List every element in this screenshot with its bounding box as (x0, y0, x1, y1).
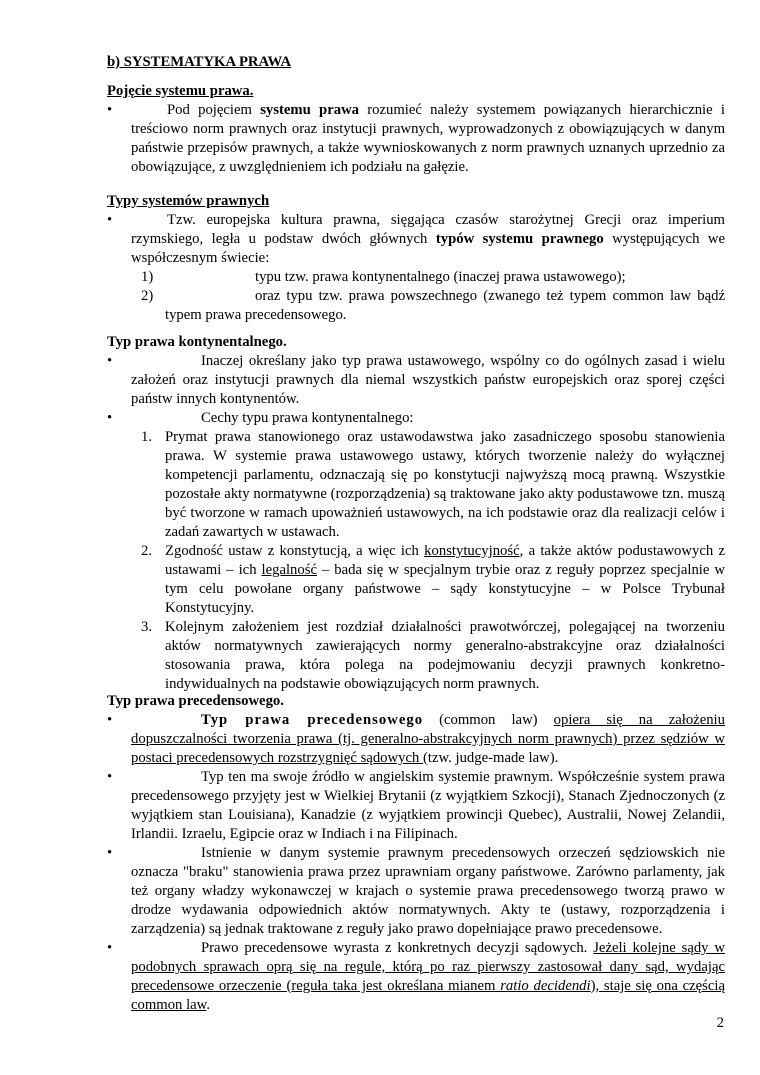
bullet-icon: • (107, 353, 113, 369)
text-run: Inaczej określany jako typ prawa ustawowego, wspólny co do ogólnych zasad i wielu założeń oraz instytucji prawnych dla niemal wszystkich państw europejskich oraz sporej części państw innych kontynentów. (131, 353, 725, 407)
list-item (107, 287, 725, 325)
text-run: , a także aktów podustawowych z ustawami – ich (165, 543, 725, 578)
list-number: 1) (141, 269, 154, 285)
bullet-icon: • (107, 940, 113, 956)
list-number: 3. (141, 619, 153, 635)
bullet-paragraph (107, 409, 725, 428)
italic-term: ratio decidendi (500, 978, 591, 994)
bold-term: Typ prawa precedensowego (201, 712, 424, 728)
numbered-item (107, 542, 725, 618)
underlined-text: Jeżeli kolejne sądy w podobnych sprawach oprą się na regule, którą po raz pierwszy zastosował dany sąd, wydając precedensowe orzeczenie (reguła taka jest określana mianem (131, 940, 725, 994)
bullet-icon: • (107, 102, 113, 118)
section-heading: Typ prawa kontynentalnego. (107, 334, 287, 350)
bullet-paragraph (107, 711, 725, 768)
list-text: Kolejnym założeniem jest rozdział działalności prawotwórczej, polegającej na tworzeniu aktów normatywnych zawierających normy generalno-abstrakcyjne oraz działalności stosowania prawa, która polega na podejmowaniu decyzji prawnych konkretno-indywidualnych na podstawie obowiązujących norm prawnych. (165, 619, 725, 692)
bullet-paragraph (107, 768, 725, 844)
bold-term: typów systemu prawnego (435, 231, 604, 247)
text-run: Prawo precedensowe wyrasta z konkretnych decyzji sądowych. (201, 940, 594, 956)
bullet-icon: • (107, 410, 113, 426)
text-run: Typ ten ma swoje źródło w angielskim systemie prawnym. Współcześnie system prawa precedensowego przyjęty jest w Wielkiej Brytanii (z wyjątkiem Szkocji), Stanach Zjednoczonych (z wyjątkiem stan Louisiana), Kanadzie (z wyjątkiem prowincji Quebec), Australii, Nowej Zelandii, Irlandii. Izraelu, Egipcie oraz w Indiach i na Filipinach. (131, 769, 725, 842)
underlined-term: legalność (261, 562, 317, 578)
text-run: (common law) (423, 712, 554, 728)
bold-term: systemu prawa (260, 102, 360, 118)
underlined-text: ), staje się ona częścią common law (131, 978, 725, 1013)
list-item (107, 268, 725, 287)
bullet-paragraph (107, 939, 725, 1015)
text-run: Tzw. europejska kultura prawna, sięgająca czasów starożytnej Grecji oraz imperium rzymskiego, legła u podstaw dwóch głównych (131, 212, 725, 247)
text-run: Zgodność ustaw z konstytucją, a więc ich (165, 543, 425, 559)
page-title: b) SYSTEMATYKA PRAWA (107, 54, 292, 70)
numbered-item (107, 428, 725, 542)
numbered-item (107, 618, 725, 694)
bullet-icon: • (107, 845, 113, 861)
section-system-concept (107, 82, 725, 177)
bullet-icon: • (107, 712, 113, 728)
text-run: Istnienie w danym systemie prawnym precedensowych orzeczeń sędziowskich nie oznacza "braku" stanowienia prawa przez uprawniam organy państwowe. Zarówno parlamenty, jak też organy władzy wykonawczej w krajach o systemie prawa precedensowego tworzą prawo w drodze wydawania odpowiednich aktów normatywnych. Akty te (ustawy, rozporządzenia i zarządzenia) są jednak traktowane z reguły jako prawo dopełniające prawo precedensowe. (131, 845, 725, 937)
bullet-paragraph (107, 211, 725, 268)
section-continental-law (107, 333, 725, 694)
list-number: 1. (141, 429, 153, 445)
text-run: Cechy typu prawa kontynentalnego: (201, 410, 414, 426)
list-number: 2. (141, 543, 153, 559)
text-run: – bada się w specjalnym trybie oraz z reguły poprzez specjalnie w tym celu powołane organy państwowe – sądy konstytucyjne – w Polsce Trybunał Konstytucyjny. (165, 562, 725, 616)
section-heading: Pojęcie systemu prawa. (107, 83, 254, 99)
list-number: 2) (141, 288, 154, 304)
underlined-term: konstytucyjność (424, 543, 520, 559)
underlined-text: opiera się na założeniu dopuszczalności tworzenia prawa (tj. generalno-abstrakcyjnych norm prawnych) przez sędziów w postaci precedensowych rozstrzygnięć sądowych (131, 712, 725, 766)
bullet-paragraph (107, 844, 725, 939)
section-heading: Typy systemów prawnych (107, 193, 270, 209)
list-text: Prymat prawa stanowionego oraz ustawodawstwa jako zasadniczego sposobu stanowienia prawa. W systemie prawa ustawowego ustawy, których tworzenie należy do wyłącznej kompetencji parlamentu, odznaczają się po konstytucji najwyższą mocą prawną. Wszystkie pozostałe akty normatywne (rozporządzenia) są traktowane jako akty podustawowe tzn. muszą być tworzone w ramach upoważnień ustawowych, na ich podstawie oraz dla realizacji celów i zadań zawartych w ustawach. (165, 429, 725, 540)
text-run: występujących we współczesnym świecie: (131, 231, 725, 266)
bullet-paragraph (107, 352, 725, 409)
list-text: typu tzw. prawa kontynentalnego (inaczej prawa ustawowego); (255, 269, 626, 285)
text-run: Pod pojęciem (167, 102, 261, 118)
bullet-icon: • (107, 769, 113, 785)
page-number: 2 (716, 1015, 724, 1031)
section-heading: Typ prawa precedensowego. (107, 693, 284, 709)
list-text: oraz typu tzw. prawa powszechnego (zwanego też typem common law bądź typem prawa precedensowego. (165, 288, 725, 323)
text-run: . (206, 997, 210, 1013)
bullet-paragraph (107, 101, 725, 177)
section-system-types (107, 192, 725, 325)
bullet-icon: • (107, 212, 113, 228)
text-run: (tzw. judge-made law). (423, 750, 559, 766)
text-run: rozumieć należy systemem powiązanych hierarchicznie i treściowo norm prawnych oraz instytucji prawnych, wyprowadzonych z obowiązujących w danym państwie przepisów prawnych, a także wywnioskowanych z norm prawnych uznanych uprzednio za obowiązujące, z uwzględnieniem ich podziału na gałęzie. (131, 102, 725, 175)
section-precedent-law (107, 692, 725, 1015)
